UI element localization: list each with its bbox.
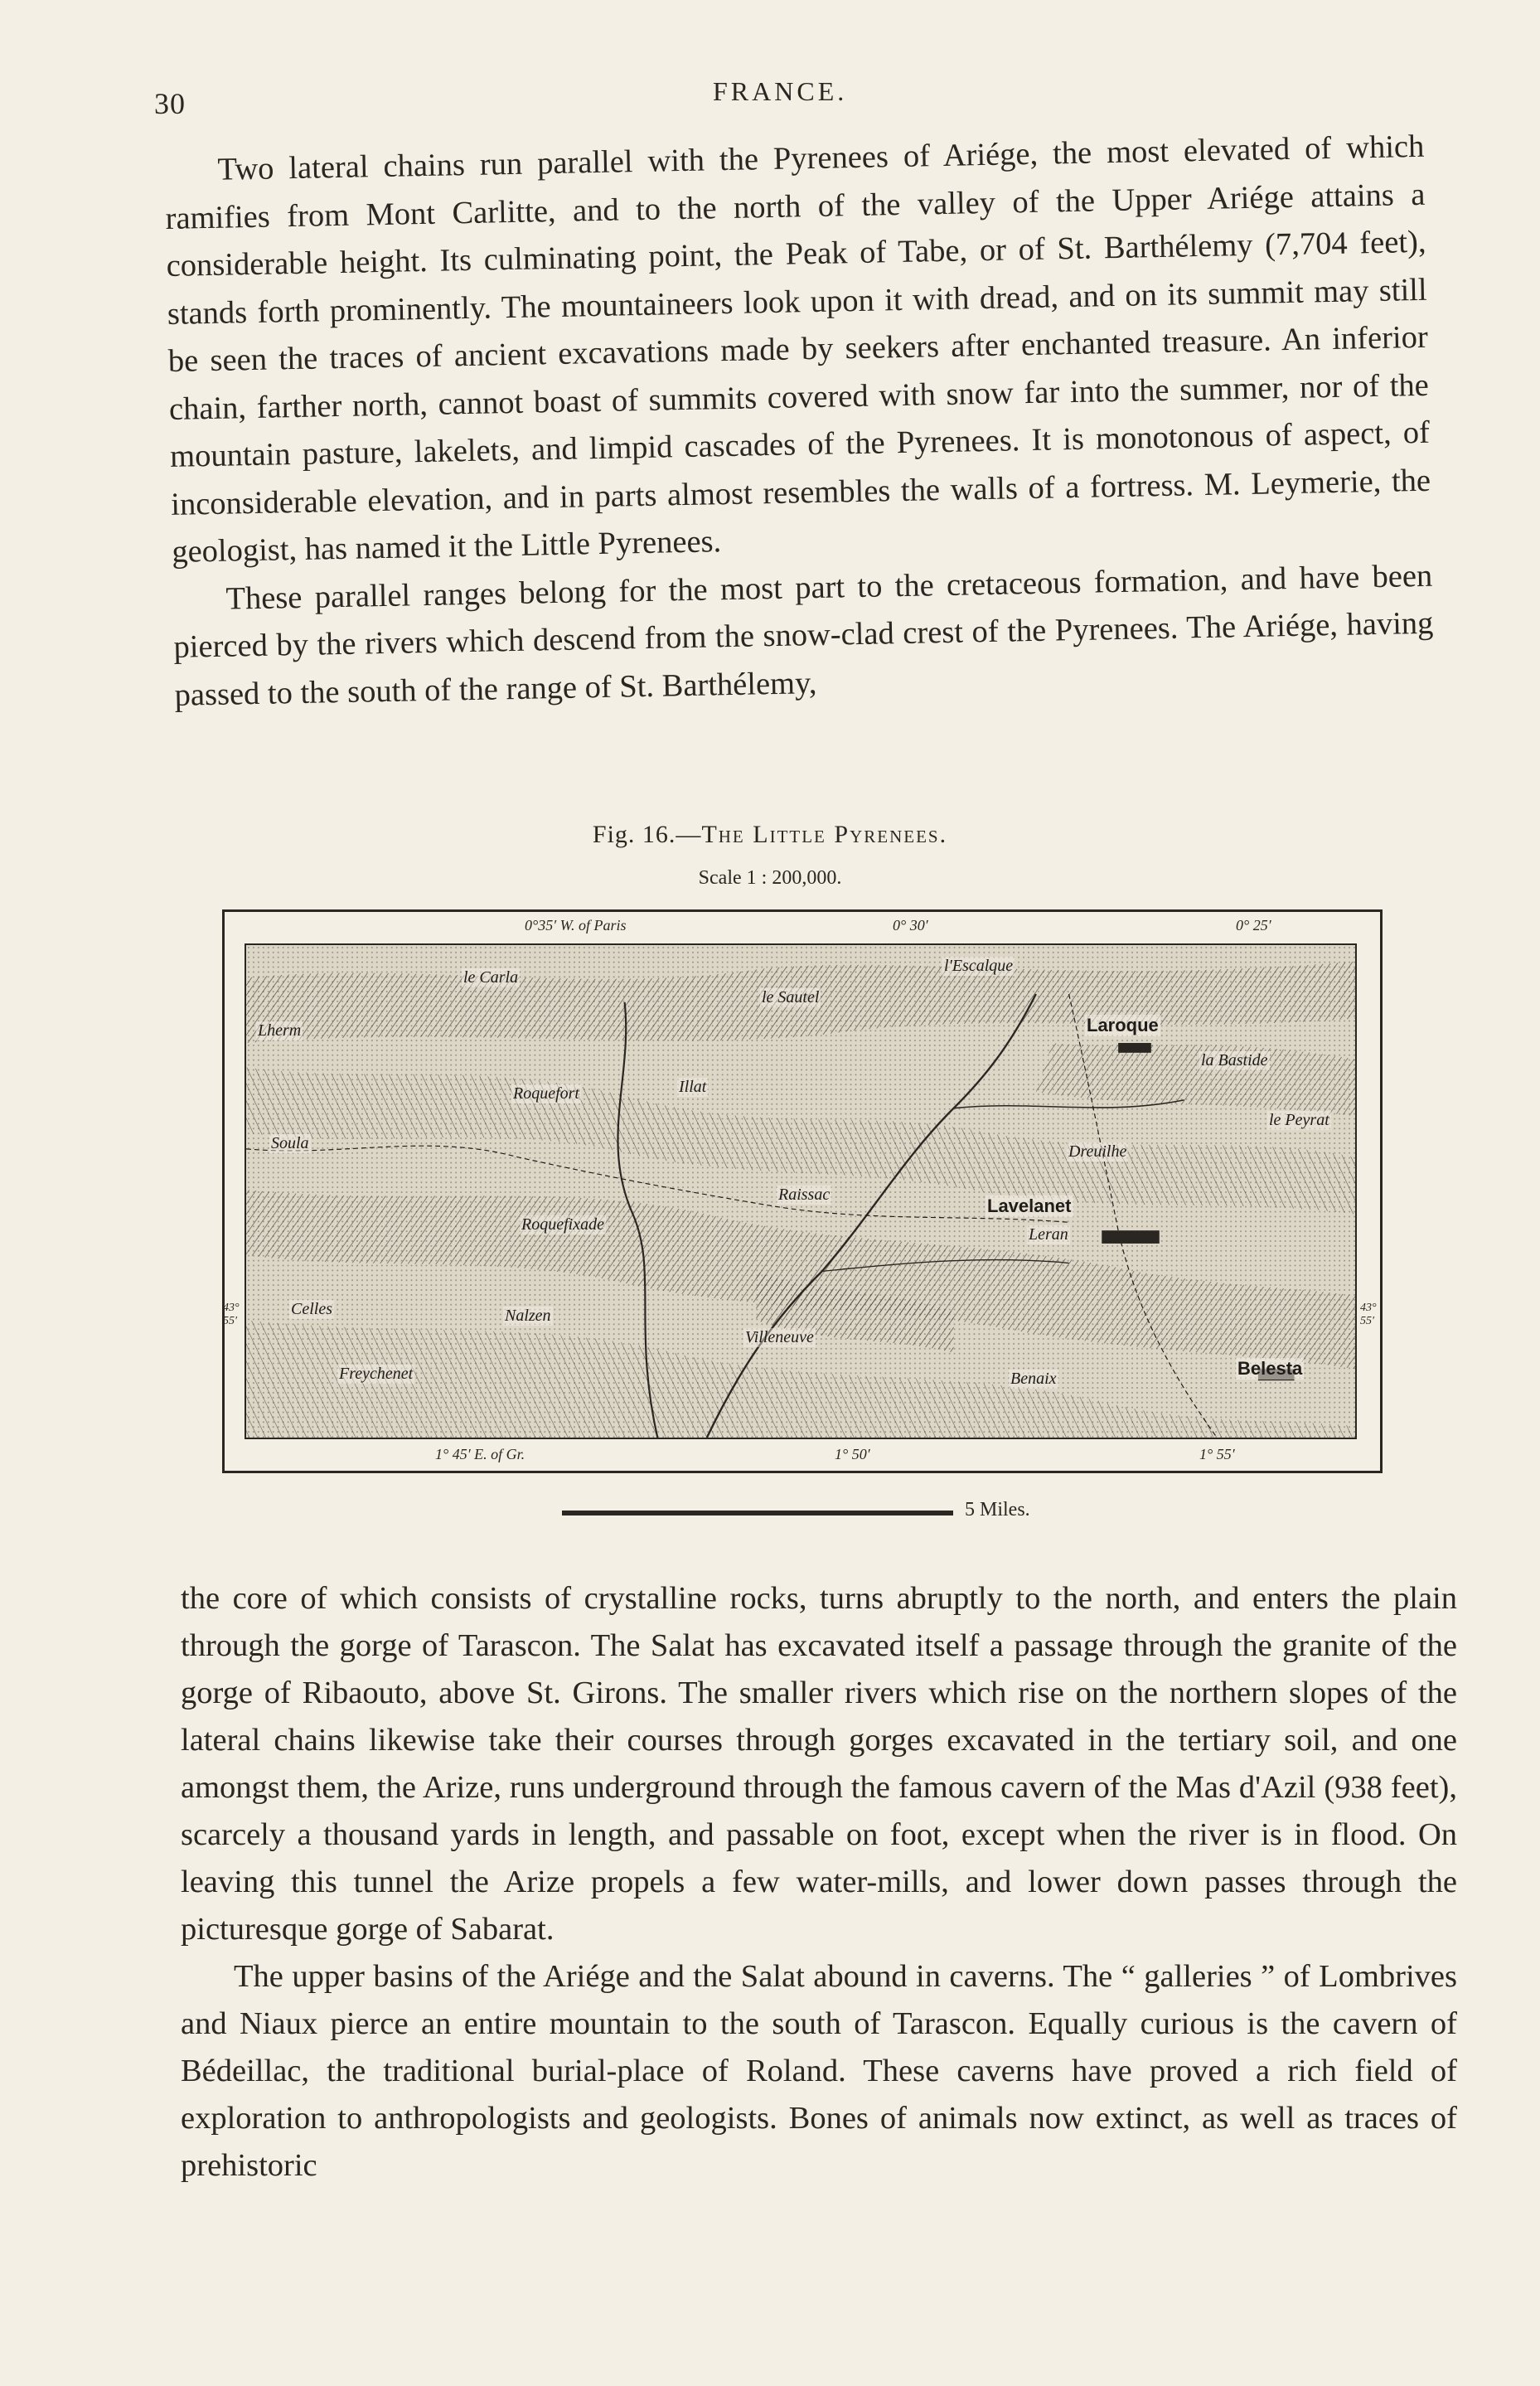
place-roquefixade: Roquefixade [521,1215,604,1234]
figure-title: The Little Pyrenees. [701,821,948,848]
figure-number: Fig. 16.— [592,821,702,848]
running-head: FRANCE. [713,76,848,106]
page-number: 30 [154,87,186,120]
coord-top-left: 0°35′ W. of Paris [525,917,627,934]
place-dreuilhe: Dreuilhe [1068,1142,1127,1161]
place-leran: Leran [1029,1225,1068,1244]
coord-top-mid: 0° 30′ [893,917,928,934]
map-scale-label: 5 Miles. [965,1499,1030,1520]
place-nalzen: Nalzen [505,1307,551,1325]
map-figure [222,909,1383,1473]
paragraph-crystalline-core: the core of which consists of crystalline rocks, turns abruptly to the north, and enters the plain through the gorge of Tarascon. The Salat has excavated itself a passage through the granite of the gorge of Ribaouto, above St. Girons. The smaller rivers which rise on the northern slopes of the lateral chains likewise take their courses through gorges excavated in the tertiary soil, and one amongst them, the Arize, runs underground through the famous cavern of the Mas d'Azil (938 feet), scarcely a thousand yards in length, and passable on foot, except when the river is in flood. On leaving this tunnel the Arize propels a few water-mills, and lower down passes through the picturesque gorge of Sabarat. [181,1581,1457,1947]
paragraph-lateral-chains: Two lateral chains run parallel with the Pyrenees of Ariége, the most elevated of which ramifies from Mont Carlitte, and to the north of the valley of the Upper Ariége attains a considerable height. Its culminating point, the Peak of Tabe, or of St. Barthélemy (7,704 feet), stands forth prominently. The mountaineers look upon it with dread, and on its summit may still be seen the traces of ancient excavations made by seekers after enchanted treasure. An inferior chain, farther north, cannot boast of summits covered with snow far into the summer, nor of the mountain pasture, lakelets, and limpid cascades of the Pyrenees. It is monotonous of aspect, of inconsiderable elevation, and in parts almost resembles the walls of a fortress. M. Leymerie, the geologist, has named it the Little Pyrenees. [165,129,1431,570]
figure-scale: Scale 1 : 200,000. [698,867,842,889]
place-soula: Soula [271,1134,309,1152]
place-benaix: Benaix [1010,1370,1057,1388]
coord-bottom-mid: 1° 50′ [835,1446,870,1462]
place-laroque: Laroque [1087,1015,1159,1035]
top-text-block [164,124,1435,720]
place-roquefort: Roquefort [513,1084,579,1103]
place-freychenet: Freychenet [339,1365,414,1383]
figure-caption [0,821,1540,849]
place-le-peyrat: le Peyrat [1269,1111,1329,1129]
coord-top-right: 0° 25′ [1236,917,1271,934]
place-villeneuve: Villeneuve [745,1328,814,1346]
place-le-sautel: le Sautel [762,988,820,1006]
place-belesta: Belesta [1237,1358,1303,1379]
paragraph-parallel-ranges: These parallel ranges belong for the most part to the cretaceous formation, and have been pierced by the rivers which descend from the snow-clad crest of the Pyrenees. The Ariége, having passed to the south of the range of St. Barthélemy, [173,558,1434,713]
coord-bottom-right: 1° 55′ [1199,1446,1235,1462]
place-illat: Illat [679,1078,707,1096]
map-scale-bar [562,1511,953,1515]
place-celles: Celles [291,1300,332,1318]
place-la-bastide: la Bastide [1201,1051,1268,1069]
bottom-text-block [181,1575,1457,2190]
place-lavelanet: Lavelanet [987,1195,1072,1216]
paragraph-caverns: The upper basins of the Ariége and the Salat abound in caverns. The “ galleries ” of Lombrives and Niaux pierce an entire mountain to the south of Tarascon. Equally curious is the cavern of Bédeillac, the traditional burial-place of Roland. These caverns have proved a rich field of exploration to anthropologists and geologists. Bones of animals now extinct, as well as traces of prehistoric [181,1959,1457,2183]
coord-right-lat: 43° 55′ [1360,1302,1377,1327]
coord-bottom-left: 1° 45′ E. of Gr. [435,1446,525,1462]
coord-left-lat: 43° 55′ [223,1302,240,1327]
place-raissac: Raissac [778,1186,831,1204]
map-area [245,943,1357,1439]
place-lescalque: l'Escalque [944,957,1014,975]
place-lherm: Lherm [258,1021,302,1040]
place-le-carla: le Carla [463,968,519,987]
